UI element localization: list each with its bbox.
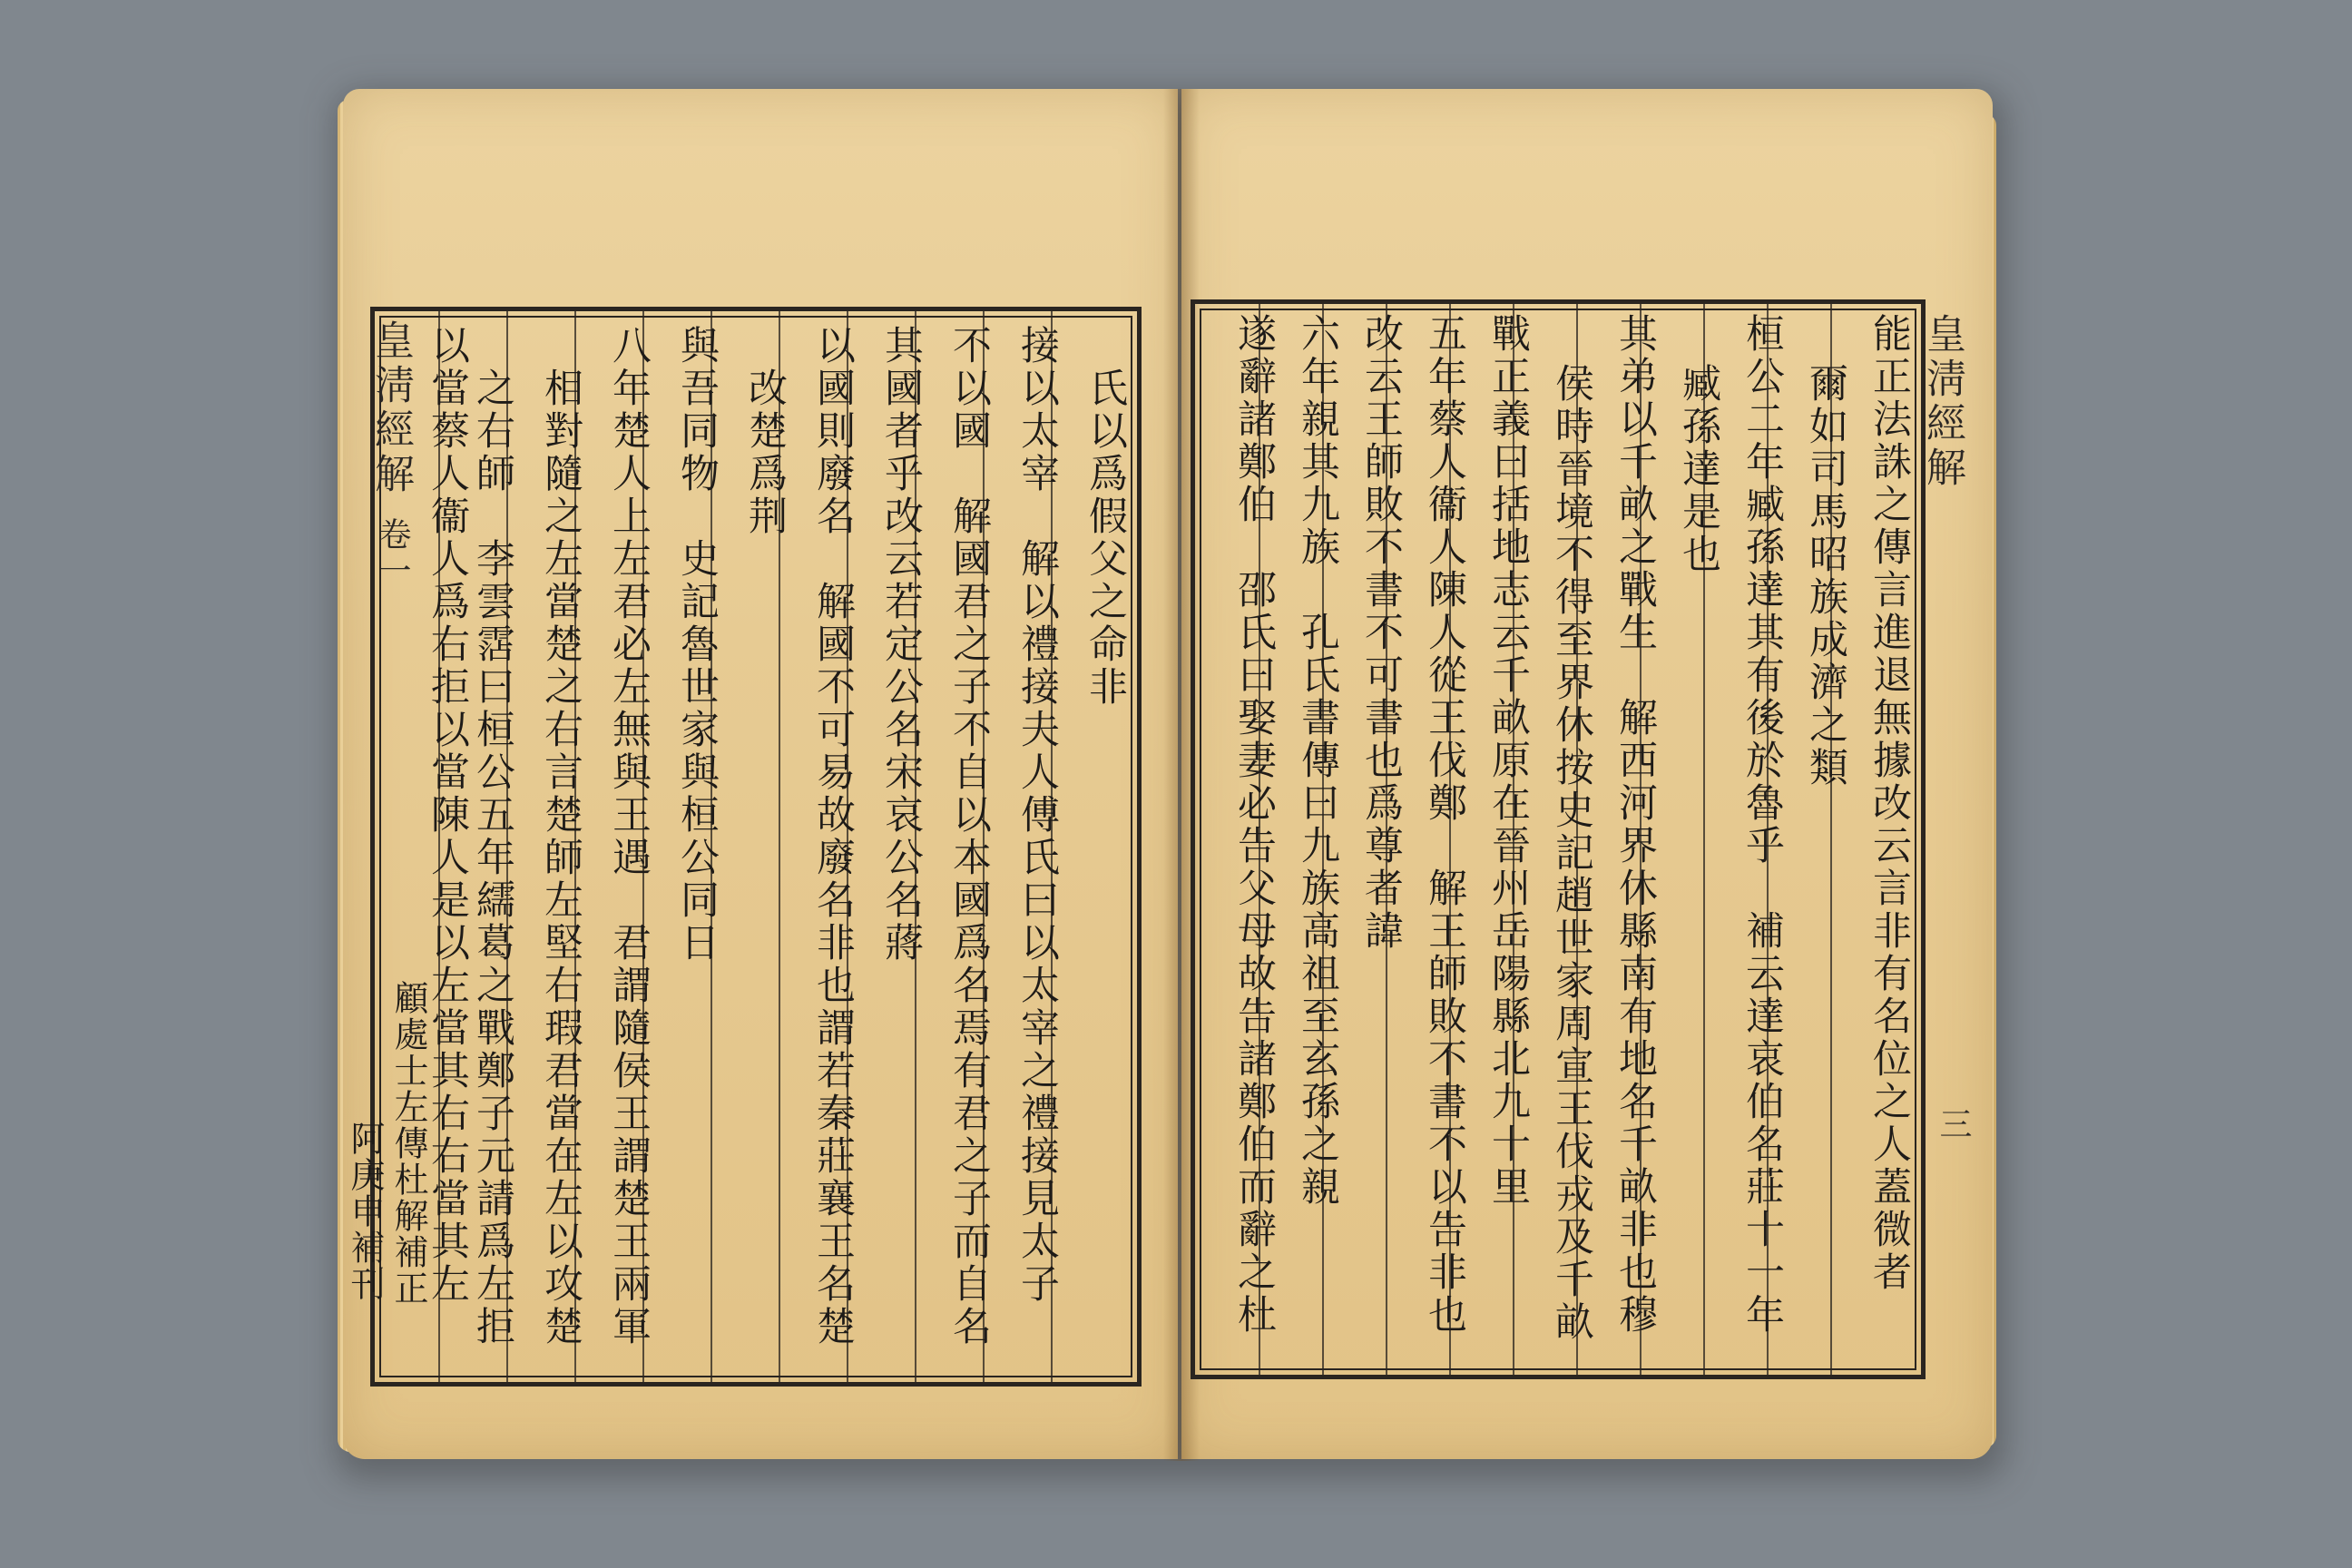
right-column-9: 改云王師敗不書不可書也爲尊者諱 [1358, 313, 1404, 953]
right-column-6: 侯時晉境不得至界休按史記趙世家周宣王伐戎及千畝 [1549, 363, 1594, 1344]
right-column-8: 五年蔡人衞人陳人從王伐鄭 解王師敗不書不以告非也 [1422, 313, 1467, 1337]
right-column-2: 爾如司馬昭族成濟之類 [1803, 363, 1848, 789]
left-column-6: 改楚爲荆 [742, 368, 788, 538]
right-column-3: 桓公二年臧孫達其有後於魯乎 補云達哀伯名莊十一年 [1740, 313, 1785, 1337]
left-margin-title: 皇淸經解 [368, 319, 414, 497]
left-margin-volume: 卷一 [374, 517, 411, 590]
left-footer-print-note: 阿庚申補刊 [345, 1121, 385, 1302]
left-column-8: 八年楚人上左君必左無與王遇 君謂隨侯王謂楚王兩軍 [606, 325, 652, 1348]
left-column-1: 氏以爲假父之命非 [1083, 368, 1128, 709]
left-column-2: 接以太宰 解以禮接夫人傅氏曰以太宰之禮接見太子 [1014, 325, 1060, 1306]
left-footer-title: 顧處士左傳杜解補正 [388, 980, 428, 1307]
left-column-7: 與吾同物 史記魯世家與桓公同日 [674, 325, 720, 965]
right-column-1: 能正法誅之傳言進退無據改云言非有名位之人蓋微者 [1867, 313, 1912, 1294]
left-column-3: 不以國 解國君之子不自以本國爲名焉有君之子而自名 [946, 325, 992, 1348]
right-page-number: 三 [1935, 1107, 1972, 1143]
right-column-5: 其弟以千畝之戰生 解西河界休縣南有地名千畝非也穆 [1612, 313, 1658, 1337]
right-column-10: 六年親其九族 孔氏書傳曰九族高祖至玄孫之親 [1295, 313, 1340, 1209]
right-margin-title: 皇淸經解 [1919, 313, 1965, 491]
left-column-9: 相對隨之左當楚之右言楚師左堅右瑕君當在左以攻楚 [538, 368, 583, 1348]
left-column-11: 以當蔡人衞人爲右拒以當陳人是以左當其右右當其左 [425, 325, 470, 1306]
right-column-11: 遂辭諸鄭伯 邵氏曰娶妻必告父母故告諸鄭伯而辭之杜 [1231, 313, 1277, 1337]
left-column-10: 之右師 李雲霑曰桓公五年繻葛之戰鄭子元請爲左拒 [470, 368, 515, 1348]
left-column-4: 其國者乎改云若定公名宋哀公名蔣 [878, 325, 924, 965]
left-column-5: 以國則廢名 解國不可易故廢名非也謂若秦莊襄王名楚 [810, 325, 856, 1348]
right-column-7: 戰正義曰括地志云千畝原在晉州岳陽縣北九十里 [1485, 313, 1531, 1209]
right-column-4: 臧孫達是也 [1676, 363, 1721, 576]
